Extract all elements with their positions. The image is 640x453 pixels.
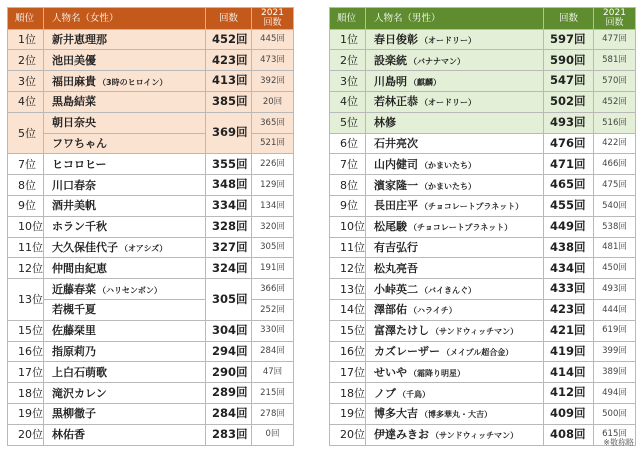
rank-cell: 15位 <box>330 320 366 341</box>
person-name-cell <box>366 424 544 445</box>
person-name-cell <box>44 50 206 71</box>
person-name: 設楽統 <box>374 53 407 67</box>
person-name: 朝日奈央 <box>52 116 96 130</box>
ranking-table-female <box>7 7 294 446</box>
count-cell: 348回 <box>206 175 252 196</box>
table-row <box>330 279 636 300</box>
person-affiliation: （サンドウィッチマン） <box>431 431 519 441</box>
person-affiliation: （ハリセンボン） <box>98 285 162 295</box>
table-row <box>8 279 294 300</box>
person-affiliation: （オードリー） <box>420 98 476 108</box>
count-cell: 471回 <box>544 154 594 175</box>
table-row <box>8 196 294 217</box>
person-name: 近藤春菜 <box>52 282 96 296</box>
person-name: 小峠英二 <box>374 282 418 296</box>
table-row <box>330 300 636 321</box>
count-cell: 385回 <box>206 92 252 113</box>
person-name-cell <box>44 71 206 92</box>
rank-cell: 13位 <box>8 279 44 321</box>
person-name: 佐藤栞里 <box>52 324 96 338</box>
person-affiliation: （麒麟） <box>409 77 441 87</box>
person-name: フワちゃん <box>52 137 107 151</box>
count-cell: 334回 <box>206 196 252 217</box>
rank-cell: 16位 <box>8 341 44 362</box>
rank-cell: 7位 <box>330 154 366 175</box>
prev-count-cell: 392回 <box>252 71 294 92</box>
table-row <box>8 175 294 196</box>
person-name: 若林正恭 <box>374 95 418 109</box>
rank-cell: 14位 <box>330 300 366 321</box>
rank-cell: 19位 <box>330 404 366 425</box>
person-name-cell <box>44 279 206 300</box>
prev-count-cell: 252回 <box>252 300 294 321</box>
table-row <box>8 341 294 362</box>
prev-count-cell: 134回 <box>252 196 294 217</box>
person-name: 池田美優 <box>52 53 96 67</box>
person-name-cell <box>44 320 206 341</box>
person-affiliation: （千鳥） <box>398 389 430 399</box>
person-name: 上白石萌歌 <box>52 365 107 379</box>
prev-count-cell: 475回 <box>594 175 636 196</box>
person-affiliation: （バイきんぐ） <box>420 285 476 295</box>
rank-cell: 11位 <box>330 237 366 258</box>
person-name: カズレーザー <box>374 345 440 359</box>
person-name-cell <box>366 29 544 50</box>
count-cell: 449回 <box>544 216 594 237</box>
table-row <box>8 50 294 71</box>
rank-cell: 1位 <box>330 29 366 50</box>
person-name-cell <box>44 237 206 258</box>
person-name: ホラン千秋 <box>52 220 107 234</box>
person-affiliation: （チョコレートプラネット） <box>409 223 513 233</box>
person-affiliation: （かまいたち） <box>420 160 476 170</box>
person-name-cell <box>366 279 544 300</box>
prev-count-cell: 330回 <box>252 320 294 341</box>
person-name: 有吉弘行 <box>374 241 418 255</box>
person-name-cell <box>366 341 544 362</box>
person-name-cell <box>44 362 206 383</box>
person-name-cell <box>44 133 206 154</box>
count-cell: 413回 <box>206 71 252 92</box>
person-name-cell <box>44 424 206 445</box>
rank-cell: 12位 <box>330 258 366 279</box>
table-row <box>8 404 294 425</box>
rank-cell: 3位 <box>8 71 44 92</box>
prev-count-cell: 284回 <box>252 341 294 362</box>
person-name: 大久保佳代子 <box>52 241 118 255</box>
rank-cell: 12位 <box>8 258 44 279</box>
prev-count-cell: 473回 <box>252 50 294 71</box>
prev-count-cell: 494回 <box>594 383 636 404</box>
footnote: ※敬称略 <box>603 438 634 447</box>
prev-count-cell: 540回 <box>594 196 636 217</box>
ranking-table-male <box>329 7 636 446</box>
prev-count-cell: 444回 <box>594 300 636 321</box>
table-row <box>330 71 636 92</box>
rank-cell: 8位 <box>330 175 366 196</box>
person-affiliation: （チョコレートプラネット） <box>420 202 524 212</box>
table-row <box>8 424 294 445</box>
prev-count-cell: 305回 <box>252 237 294 258</box>
person-name: 指原莉乃 <box>52 345 96 359</box>
rank-cell: 6位 <box>330 133 366 154</box>
person-name-cell <box>366 258 544 279</box>
person-name: 濱家隆一 <box>374 178 418 192</box>
table-row <box>330 112 636 133</box>
rank-cell: 15位 <box>8 320 44 341</box>
table-row <box>330 258 636 279</box>
count-cell: 369回 <box>206 112 252 154</box>
person-name: ヒコロヒー <box>52 157 107 171</box>
rank-cell: 18位 <box>8 383 44 404</box>
table-row <box>330 50 636 71</box>
rank-cell: 10位 <box>8 216 44 237</box>
person-name: 川口春奈 <box>52 178 96 192</box>
table-row <box>330 341 636 362</box>
prev-count-cell: 466回 <box>594 154 636 175</box>
prev-count-cell: 191回 <box>252 258 294 279</box>
prev-count-cell: 477回 <box>594 29 636 50</box>
rank-cell: 10位 <box>330 216 366 237</box>
prev-count-cell: 493回 <box>594 279 636 300</box>
rank-cell: 16位 <box>330 341 366 362</box>
person-name-cell <box>366 300 544 321</box>
count-cell: 327回 <box>206 237 252 258</box>
prev-count-cell: 389回 <box>594 362 636 383</box>
rank-cell: 13位 <box>330 279 366 300</box>
table-header-row <box>330 8 636 30</box>
table-row <box>330 29 636 50</box>
rank-cell: 5位 <box>8 112 44 154</box>
person-name: 澤部佑 <box>374 303 407 317</box>
person-name-cell <box>44 300 206 321</box>
count-cell: 433回 <box>544 279 594 300</box>
person-name-cell <box>44 175 206 196</box>
person-name-cell <box>44 92 206 113</box>
prev-count-cell: 226回 <box>252 154 294 175</box>
count-cell: 408回 <box>544 424 594 445</box>
count-cell: 455回 <box>544 196 594 217</box>
table-row <box>8 362 294 383</box>
count-cell: 324回 <box>206 258 252 279</box>
person-name: 石井亮次 <box>374 137 418 151</box>
rank-cell: 18位 <box>330 383 366 404</box>
header-rank: 順位 <box>8 8 44 30</box>
count-cell: 452回 <box>206 29 252 50</box>
prev-count-cell: 320回 <box>252 216 294 237</box>
prev-count-cell: 521回 <box>252 133 294 154</box>
rank-cell: 4位 <box>330 92 366 113</box>
table-row <box>330 424 636 445</box>
rank-cell: 9位 <box>8 196 44 217</box>
prev-count-cell: 516回 <box>594 112 636 133</box>
prev-count-cell: 570回 <box>594 71 636 92</box>
header-count: 回数 <box>206 8 252 30</box>
count-cell: 290回 <box>206 362 252 383</box>
person-name-cell <box>44 258 206 279</box>
rank-cell: 4位 <box>8 92 44 113</box>
count-cell: 421回 <box>544 320 594 341</box>
count-cell: 493回 <box>544 112 594 133</box>
count-cell: 597回 <box>544 29 594 50</box>
rank-cell: 8位 <box>8 175 44 196</box>
table-row <box>330 320 636 341</box>
table-row <box>330 196 636 217</box>
count-cell: 547回 <box>544 71 594 92</box>
person-affiliation: （かまいたち） <box>420 181 476 191</box>
header-name: 人物名（女性） <box>44 8 206 30</box>
prev-count-cell: 581回 <box>594 50 636 71</box>
person-name-cell <box>366 196 544 217</box>
table-row <box>8 237 294 258</box>
count-cell: 419回 <box>544 341 594 362</box>
person-affiliation: （オアシズ） <box>120 244 168 254</box>
prev-count-cell: 445回 <box>252 29 294 50</box>
person-name: 黒柳徹子 <box>52 407 96 421</box>
rank-cell: 20位 <box>330 424 366 445</box>
table-row <box>8 112 294 133</box>
rank-cell: 5位 <box>330 112 366 133</box>
table-row <box>330 133 636 154</box>
table-row <box>330 92 636 113</box>
header-2021: 2021 回数 <box>594 8 636 30</box>
count-cell: 409回 <box>544 404 594 425</box>
rank-cell: 1位 <box>8 29 44 50</box>
person-affiliation: （サンドウィッチマン） <box>431 327 519 337</box>
prev-count-cell: 538回 <box>594 216 636 237</box>
person-name-cell <box>366 71 544 92</box>
person-name-cell <box>44 341 206 362</box>
table-row <box>8 216 294 237</box>
person-name-cell <box>366 175 544 196</box>
header-rank: 順位 <box>330 8 366 30</box>
person-name: 酒井美帆 <box>52 199 96 213</box>
table-row <box>330 404 636 425</box>
prev-count-cell: 500回 <box>594 404 636 425</box>
count-cell: 328回 <box>206 216 252 237</box>
count-cell: 434回 <box>544 258 594 279</box>
person-name-cell <box>366 133 544 154</box>
rank-cell: 17位 <box>8 362 44 383</box>
person-name: せいや <box>374 365 407 379</box>
prev-count-cell: 278回 <box>252 404 294 425</box>
person-name: 富澤たけし <box>374 324 429 338</box>
person-name-cell <box>44 154 206 175</box>
person-name-cell <box>366 92 544 113</box>
person-affiliation: （博多華丸・大吉） <box>420 410 492 420</box>
table-row <box>8 29 294 50</box>
rank-cell: 11位 <box>8 237 44 258</box>
person-affiliation: （3時のヒロイン） <box>98 77 168 87</box>
person-name-cell <box>366 237 544 258</box>
header-count: 回数 <box>544 8 594 30</box>
person-name-cell <box>366 154 544 175</box>
table-row <box>8 300 294 321</box>
table-row <box>330 362 636 383</box>
count-cell: 305回 <box>206 279 252 321</box>
table-header-row <box>8 8 294 30</box>
person-name-cell <box>366 50 544 71</box>
prev-count-cell: 452回 <box>594 92 636 113</box>
rank-cell: 20位 <box>8 424 44 445</box>
person-name: 春日俊彰 <box>374 33 418 47</box>
person-name-cell <box>366 320 544 341</box>
person-name: 長田庄平 <box>374 199 418 213</box>
count-cell: 414回 <box>544 362 594 383</box>
prev-count-cell: 481回 <box>594 237 636 258</box>
prev-count-cell: 366回 <box>252 279 294 300</box>
table-row <box>330 237 636 258</box>
prev-count-cell: 129回 <box>252 175 294 196</box>
person-name: 伊達みきお <box>374 428 429 442</box>
prev-count-cell: 422回 <box>594 133 636 154</box>
count-cell: 476回 <box>544 133 594 154</box>
prev-count-cell: 399回 <box>594 341 636 362</box>
rank-cell: 2位 <box>8 50 44 71</box>
person-affiliation: （オードリー） <box>420 36 476 46</box>
table-row <box>8 258 294 279</box>
count-cell: 423回 <box>544 300 594 321</box>
table-row <box>330 383 636 404</box>
person-name: 松丸亮吾 <box>374 261 418 275</box>
count-cell: 423回 <box>206 50 252 71</box>
count-cell: 289回 <box>206 383 252 404</box>
person-name: 松尾駿 <box>374 220 407 234</box>
person-affiliation: （メイプル超合金） <box>442 348 514 358</box>
person-name: 林修 <box>374 116 396 130</box>
person-name-cell <box>366 383 544 404</box>
count-cell: 412回 <box>544 383 594 404</box>
person-name: 川島明 <box>374 74 407 88</box>
count-cell: 294回 <box>206 341 252 362</box>
header-name: 人物名（男性） <box>366 8 544 30</box>
table-row <box>8 154 294 175</box>
prev-count-cell: 0回 <box>252 424 294 445</box>
person-name: 林佑香 <box>52 428 85 442</box>
person-name: 黒島結菜 <box>52 95 96 109</box>
person-name-cell <box>44 216 206 237</box>
table-row <box>8 383 294 404</box>
count-cell: 438回 <box>544 237 594 258</box>
rank-cell: 3位 <box>330 71 366 92</box>
person-name: 博多大吉 <box>374 407 418 421</box>
table-row <box>8 71 294 92</box>
rank-cell: 7位 <box>8 154 44 175</box>
header-2021: 2021 回数 <box>252 8 294 30</box>
person-name-cell <box>366 216 544 237</box>
count-cell: 284回 <box>206 404 252 425</box>
person-name-cell <box>44 29 206 50</box>
table-row <box>330 154 636 175</box>
prev-count-cell: 20回 <box>252 92 294 113</box>
count-cell: 465回 <box>544 175 594 196</box>
count-cell: 283回 <box>206 424 252 445</box>
person-name-cell <box>366 112 544 133</box>
person-name-cell <box>44 112 206 133</box>
prev-count-cell: 47回 <box>252 362 294 383</box>
rank-cell: 2位 <box>330 50 366 71</box>
table-row <box>330 216 636 237</box>
prev-count-cell: 215回 <box>252 383 294 404</box>
person-name: 新井恵理那 <box>52 33 107 47</box>
rank-cell: 17位 <box>330 362 366 383</box>
person-name: 滝沢カレン <box>52 386 107 400</box>
person-affiliation: （霜降り明星） <box>409 368 465 378</box>
person-name: 山内健司 <box>374 157 418 171</box>
person-name: 若槻千夏 <box>52 303 96 317</box>
prev-count-cell: 615回 <box>594 424 636 445</box>
person-name-cell <box>44 383 206 404</box>
prev-count-cell: 619回 <box>594 320 636 341</box>
table-row <box>330 175 636 196</box>
person-name: 仲間由紀恵 <box>52 261 107 275</box>
person-name: 福田麻貴 <box>52 74 96 88</box>
person-name-cell <box>366 404 544 425</box>
person-name-cell <box>44 196 206 217</box>
count-cell: 355回 <box>206 154 252 175</box>
rank-cell: 9位 <box>330 196 366 217</box>
count-cell: 304回 <box>206 320 252 341</box>
count-cell: 590回 <box>544 50 594 71</box>
person-affiliation: （ハライチ） <box>409 306 457 316</box>
person-name-cell <box>44 404 206 425</box>
rank-cell: 19位 <box>8 404 44 425</box>
prev-count-cell: 365回 <box>252 112 294 133</box>
count-cell: 502回 <box>544 92 594 113</box>
table-row <box>8 92 294 113</box>
person-name-cell <box>366 362 544 383</box>
person-name: ノブ <box>374 386 396 400</box>
person-affiliation: （バナナマン） <box>409 56 465 66</box>
table-row <box>8 320 294 341</box>
table-row <box>8 133 294 154</box>
prev-count-cell: 450回 <box>594 258 636 279</box>
